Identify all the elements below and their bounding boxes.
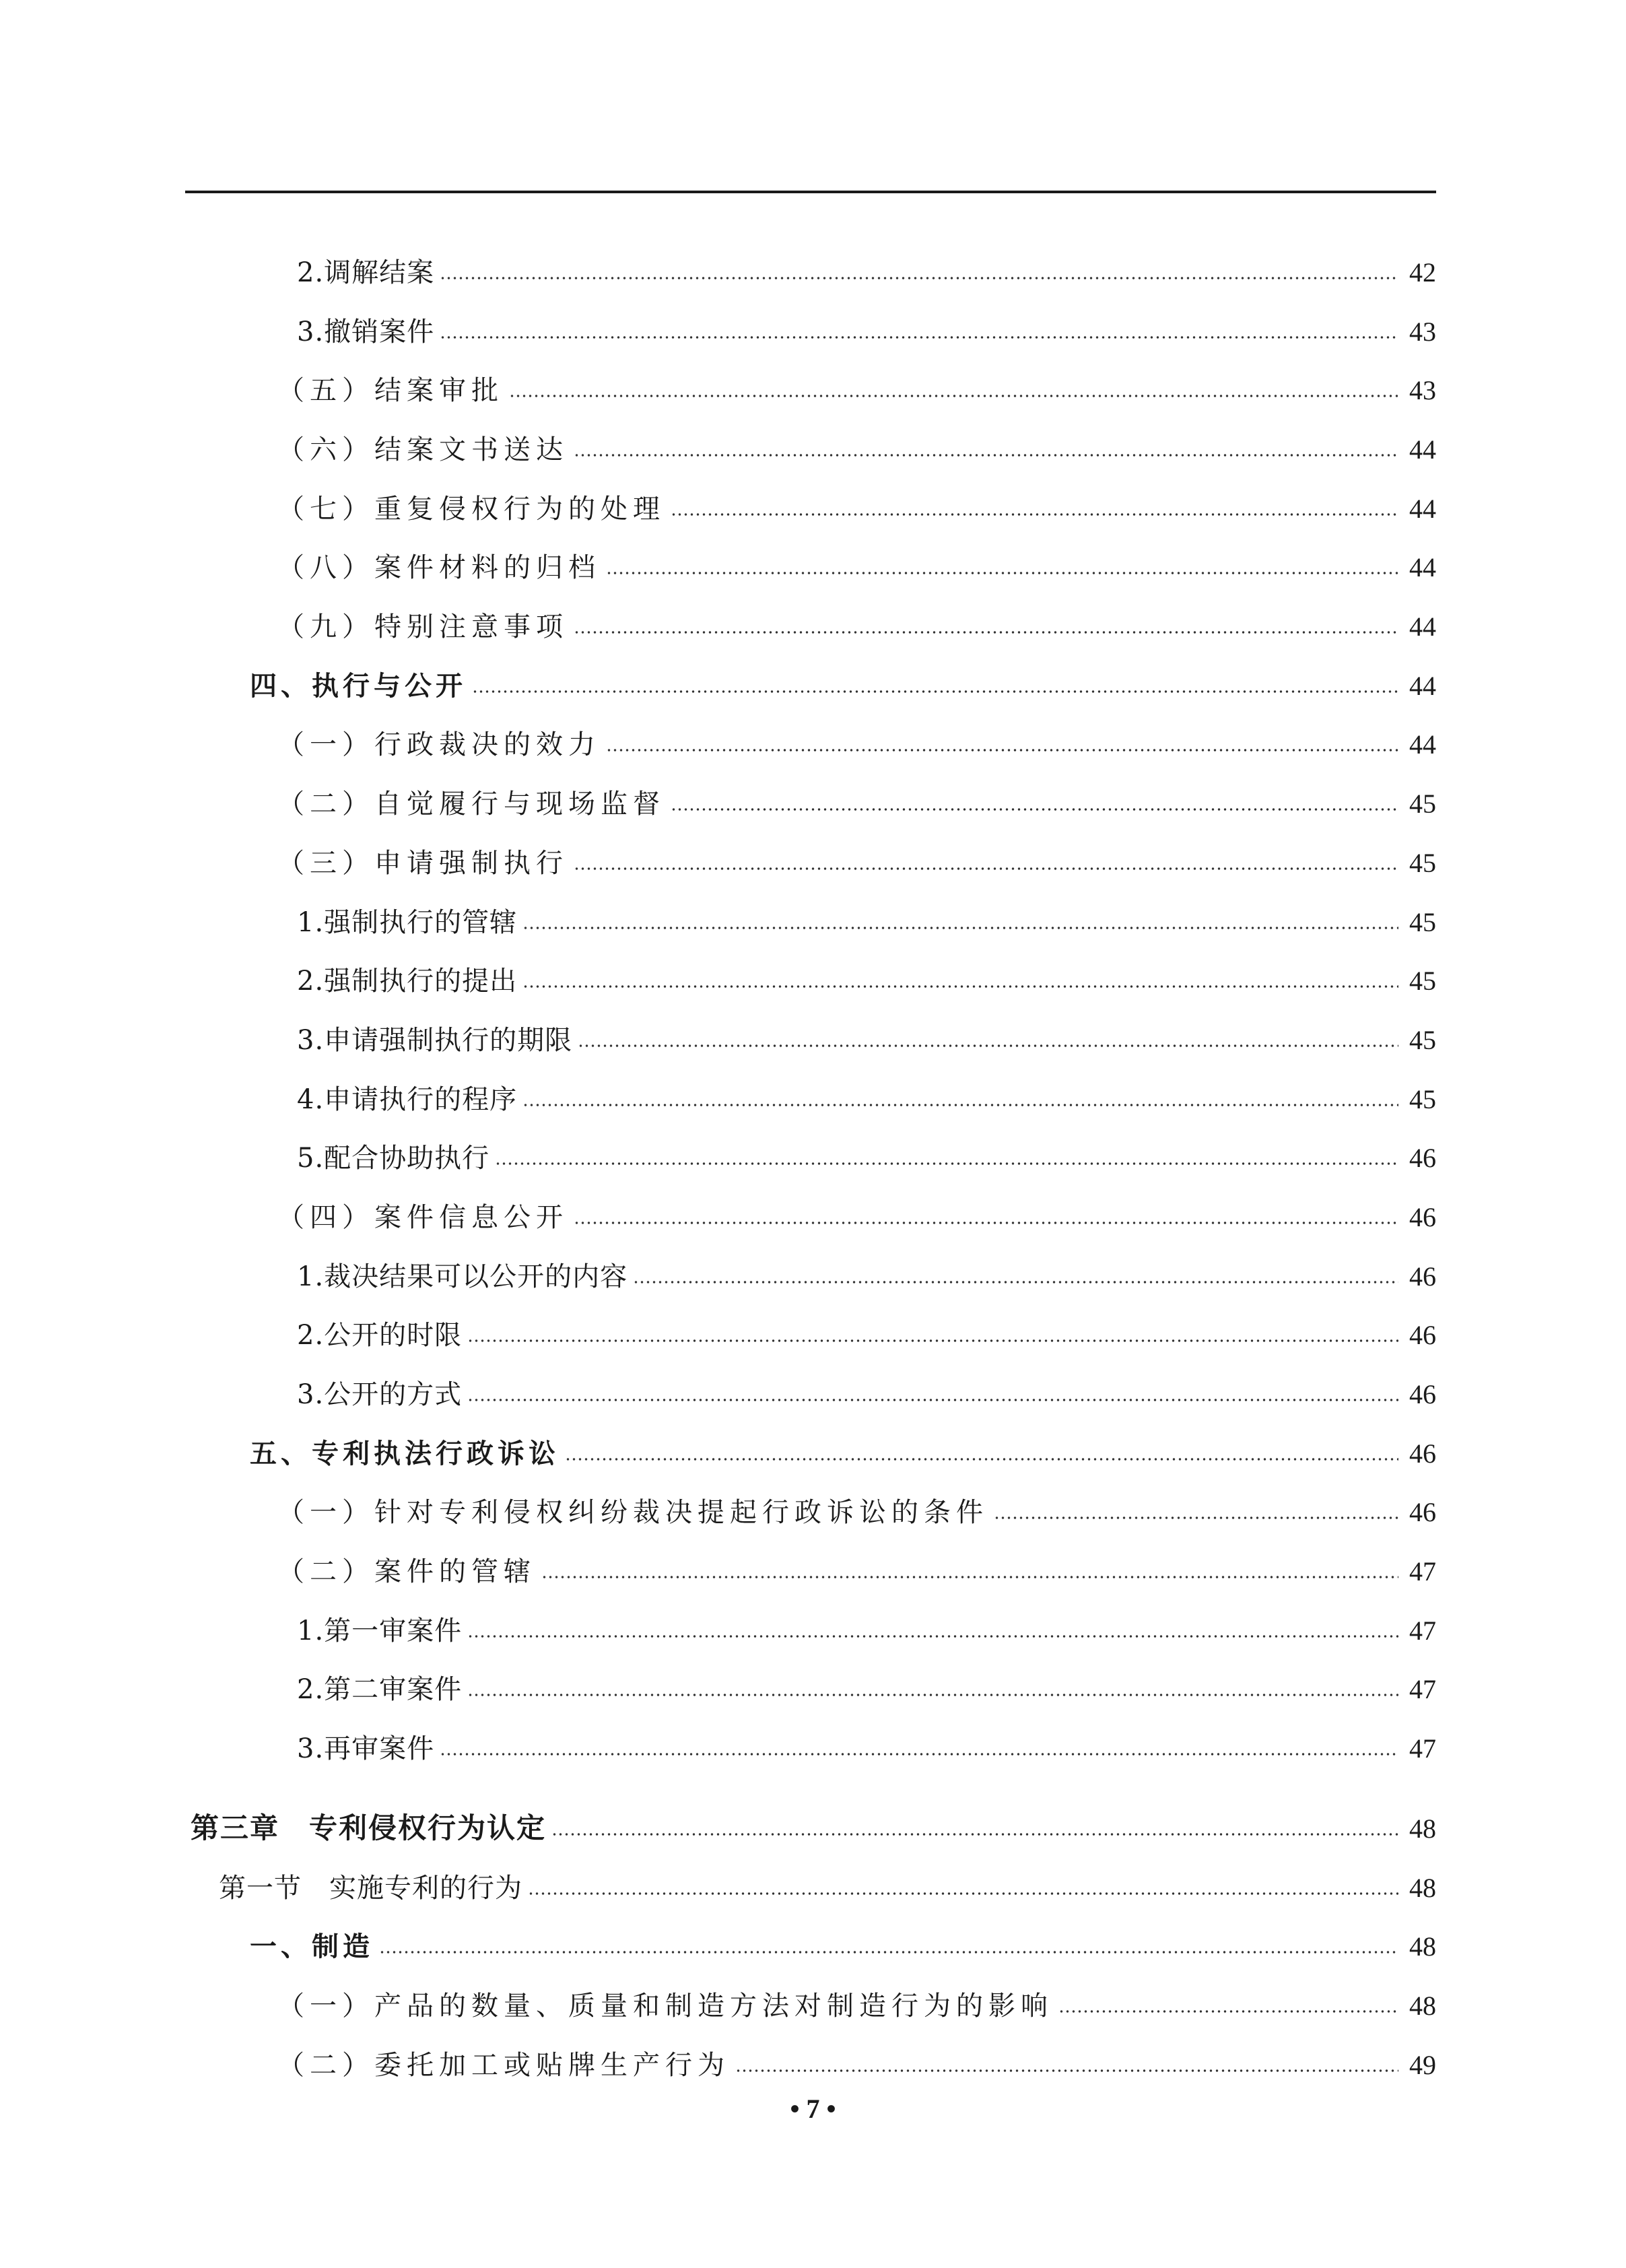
dot-leader xyxy=(551,1832,1398,1837)
toc-entry-label: （八）案件材料的归档 xyxy=(277,552,601,583)
toc-entry-label: （一）产品的数量、质量和制造方法对制造行为的影响 xyxy=(277,1991,1053,2022)
dot-leader xyxy=(522,1102,1398,1108)
toc-entry-page: 42 xyxy=(1409,257,1436,288)
page-number: • 7 • xyxy=(790,2094,836,2124)
dot-leader xyxy=(440,335,1398,340)
toc-entry-label: 五、专利执法行政诉讼 xyxy=(250,1438,560,1469)
toc-entry-label: 第一节 实施专利的行为 xyxy=(219,1873,522,1904)
dot-leader xyxy=(509,393,1398,399)
toc-entry[interactable] xyxy=(0,1302,1626,1349)
dot-leader xyxy=(522,984,1398,989)
toc-entry[interactable] xyxy=(0,1066,1626,1113)
toc-entry-label: 2.公开的时限 xyxy=(297,1320,463,1351)
toc-section-entry[interactable] xyxy=(0,1855,1626,1902)
toc-entry[interactable] xyxy=(0,1184,1626,1231)
toc-entry[interactable] xyxy=(0,770,1626,818)
dot-leader xyxy=(467,1634,1398,1639)
toc-entry-label: （一）针对专利侵权纠纷裁决提起行政诉讼的条件 xyxy=(277,1497,988,1528)
dot-leader xyxy=(574,453,1398,458)
toc-entry-label: 2.第二审案件 xyxy=(297,1674,463,1705)
toc-entry-page: 46 xyxy=(1409,1379,1436,1409)
toc-entry-label: 第三章 专利侵权行为认定 xyxy=(191,1811,547,1844)
toc-entry-label: （四）案件信息公开 xyxy=(277,1202,568,1233)
toc-entry[interactable] xyxy=(0,1125,1626,1172)
toc-entry[interactable] xyxy=(0,889,1626,936)
dot-leader xyxy=(467,1692,1398,1698)
dot-leader xyxy=(574,1220,1398,1226)
toc-entry-label: 4.申请执行的程序 xyxy=(297,1084,518,1115)
toc-entry[interactable] xyxy=(0,1420,1626,1467)
dot-leader xyxy=(472,689,1398,694)
toc-entry-page: 43 xyxy=(1409,375,1436,405)
toc-entry[interactable] xyxy=(0,2032,1626,2079)
toc-entry-page: 44 xyxy=(1409,434,1436,465)
toc-chapter-entry[interactable] xyxy=(0,1795,1626,1842)
toc-entry-label: 3.公开的方式 xyxy=(297,1379,463,1410)
toc-entry-label: （二）自觉履行与现场监督 xyxy=(277,789,665,820)
dot-leader xyxy=(467,1338,1398,1343)
toc-entry[interactable] xyxy=(0,1972,1626,2020)
toc-entry-page: 46 xyxy=(1409,1261,1436,1292)
toc-entry-page: 44 xyxy=(1409,729,1436,760)
toc-entry-label: 2.强制执行的提出 xyxy=(297,966,518,997)
toc-entry[interactable] xyxy=(0,1479,1626,1526)
dot-leader xyxy=(574,630,1398,635)
toc-entry-page: 46 xyxy=(1409,1143,1436,1173)
dot-leader xyxy=(578,1043,1398,1048)
toc-entry-label: （二）委托加工或贴牌生产行为 xyxy=(277,2050,730,2081)
toc-entry[interactable] xyxy=(0,593,1626,640)
toc-entry-page: 44 xyxy=(1409,671,1436,701)
toc-entry-label: （三）申请强制执行 xyxy=(277,848,568,879)
toc-entry[interactable] xyxy=(0,1656,1626,1703)
toc-entry[interactable] xyxy=(0,1913,1626,1960)
toc-entry-page: 48 xyxy=(1409,1991,1436,2021)
toc-entry-label: 2.调解结案 xyxy=(297,257,435,288)
toc-entry[interactable] xyxy=(0,298,1626,345)
dot-leader xyxy=(440,275,1398,281)
toc-entry-label: （七）重复侵权行为的处理 xyxy=(277,494,665,525)
toc-entry-label: 一、制造 xyxy=(250,1931,374,1962)
toc-entry-page: 44 xyxy=(1409,611,1436,642)
toc-entry-page: 47 xyxy=(1409,1556,1436,1587)
dot-leader xyxy=(541,1574,1398,1580)
toc-entry[interactable] xyxy=(0,1538,1626,1585)
toc-entry-label: 1.强制执行的管辖 xyxy=(297,907,518,938)
toc-entry[interactable] xyxy=(0,416,1626,463)
toc-entry-page: 46 xyxy=(1409,1497,1436,1527)
toc-entry-page: 45 xyxy=(1409,848,1436,878)
toc-entry-page: 47 xyxy=(1409,1674,1436,1704)
dot-leader xyxy=(440,1752,1398,1757)
toc-entry-page: 44 xyxy=(1409,494,1436,524)
toc-entry[interactable] xyxy=(0,239,1626,286)
dot-leader xyxy=(994,1515,1398,1521)
toc-entry[interactable] xyxy=(0,653,1626,700)
toc-entry-label: （一）行政裁决的效力 xyxy=(277,729,601,760)
dot-leader xyxy=(467,1397,1398,1403)
toc-entry-label: 1.裁决结果可以公开的内容 xyxy=(297,1261,628,1292)
toc-entry-page: 45 xyxy=(1409,789,1436,819)
toc-entry-page: 46 xyxy=(1409,1320,1436,1350)
toc-entry-label: （九）特别注意事项 xyxy=(277,611,568,642)
dot-leader xyxy=(606,747,1398,753)
toc-entry-page: 46 xyxy=(1409,1438,1436,1469)
toc-entry[interactable] xyxy=(0,1715,1626,1762)
dot-leader xyxy=(379,1949,1398,1955)
toc-entry[interactable] xyxy=(0,1597,1626,1644)
toc-entry-page: 43 xyxy=(1409,316,1436,347)
dot-leader xyxy=(606,570,1398,576)
toc-entry[interactable] xyxy=(0,830,1626,877)
toc-entry-label: 5.配合协助执行 xyxy=(297,1143,490,1174)
toc-entry-page: 47 xyxy=(1409,1615,1436,1646)
toc-entry-label: （二）案件的管辖 xyxy=(277,1556,536,1587)
toc-entry[interactable] xyxy=(0,475,1626,523)
toc-entry[interactable] xyxy=(0,357,1626,404)
toc-entry-label: 3.撤销案件 xyxy=(297,316,435,347)
dot-leader xyxy=(671,512,1398,517)
dot-leader xyxy=(633,1279,1398,1285)
toc-entry-page: 48 xyxy=(1409,1813,1436,1844)
toc-entry[interactable] xyxy=(0,1007,1626,1054)
toc-entry-page: 48 xyxy=(1409,1931,1436,1962)
dot-leader xyxy=(671,807,1398,812)
dot-leader xyxy=(574,866,1398,871)
toc-entry[interactable] xyxy=(0,1243,1626,1290)
toc-entry-page: 45 xyxy=(1409,907,1436,937)
toc-entry-page: 48 xyxy=(1409,1873,1436,1903)
toc-entry-page: 46 xyxy=(1409,1202,1436,1232)
toc-entry[interactable] xyxy=(0,711,1626,758)
toc-entry-page: 45 xyxy=(1409,1025,1436,1055)
toc-entry[interactable] xyxy=(0,1361,1626,1408)
toc-entry[interactable] xyxy=(0,947,1626,995)
toc-entry-page: 45 xyxy=(1409,1084,1436,1114)
dot-leader xyxy=(1058,2009,1398,2014)
toc-entry-label: （五）结案审批 xyxy=(277,375,504,406)
toc-entry-label: 3.申请强制执行的期限 xyxy=(297,1025,573,1056)
toc-entry[interactable] xyxy=(0,534,1626,581)
toc-entry-page: 49 xyxy=(1409,2050,1436,2080)
dot-leader xyxy=(565,1457,1398,1462)
toc-entry-label: 3.再审案件 xyxy=(297,1733,435,1764)
toc-entry-label: 1.第一审案件 xyxy=(297,1615,463,1646)
toc-entry-page: 44 xyxy=(1409,552,1436,582)
toc-entry-page: 47 xyxy=(1409,1733,1436,1764)
dot-leader xyxy=(528,1891,1398,1896)
dot-leader xyxy=(522,925,1398,931)
toc-entry-label: 四、执行与公开 xyxy=(250,670,467,702)
dot-leader xyxy=(735,2068,1398,2073)
toc-entry-label: （六）结案文书送达 xyxy=(277,434,568,465)
toc-entry-page: 45 xyxy=(1409,966,1436,996)
dot-leader xyxy=(495,1161,1398,1166)
